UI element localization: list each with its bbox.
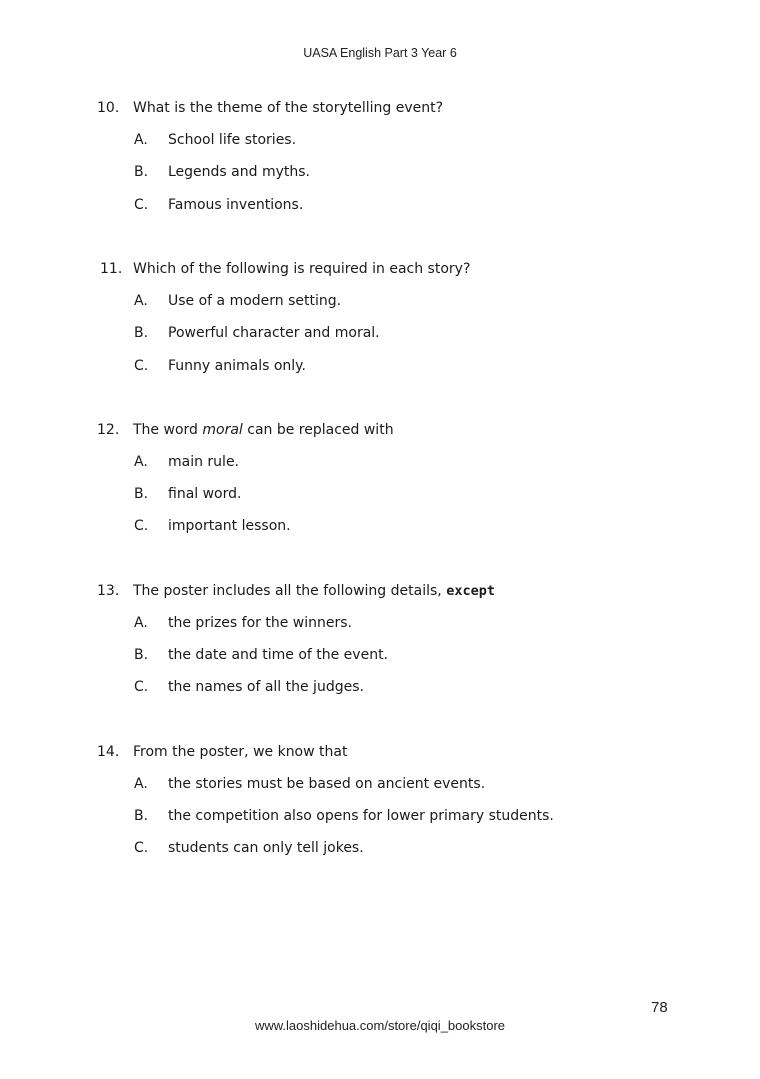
footer-url: www.laoshidehua.com/store/qiqi_bookstore: [254, 1018, 506, 1033]
option-letter: B.: [134, 486, 149, 502]
option-10-c: [0, 195, 760, 215]
option-text: Famous inventions.: [168, 197, 304, 213]
option-letter: B.: [134, 647, 149, 663]
option-12-a: [0, 452, 760, 472]
question-number: 12.: [97, 422, 120, 438]
question-number: 11.: [100, 261, 123, 277]
option-text: the date and time of the event.: [168, 647, 389, 663]
italic-term: moral: [202, 422, 243, 438]
page-header: UASA English Part 3 Year 6: [303, 46, 457, 60]
option-letter: C.: [134, 358, 149, 374]
option-letter: C.: [134, 679, 149, 695]
question-text: The poster includes all the following details, except: [133, 583, 495, 599]
option-14-c: [0, 838, 760, 858]
question-number: 13.: [97, 583, 120, 599]
option-text: final word.: [168, 486, 242, 502]
option-text: Powerful character and moral.: [168, 325, 380, 341]
option-letter: B.: [134, 325, 149, 341]
option-13-c: [0, 677, 760, 697]
option-10-a: [0, 130, 760, 150]
option-text: Funny animals only.: [168, 358, 306, 374]
option-letter: A.: [134, 615, 148, 631]
option-text: Legends and myths.: [168, 164, 310, 180]
question-number: 10.: [97, 100, 120, 116]
option-12-b: [0, 484, 760, 504]
question-number: 14.: [97, 744, 120, 760]
option-letter: A.: [134, 776, 148, 792]
option-letter: C.: [134, 840, 149, 856]
option-letter: A.: [134, 454, 148, 470]
option-letter: C.: [134, 518, 149, 534]
option-11-c: [0, 356, 760, 376]
option-text: the competition also opens for lower primary students.: [168, 808, 554, 824]
option-letter: B.: [134, 164, 149, 180]
question-text: What is the theme of the storytelling event?: [133, 100, 444, 116]
option-12-c: [0, 516, 760, 536]
option-letter: A.: [134, 293, 148, 309]
option-letter: B.: [134, 808, 149, 824]
question-text: Which of the following is required in each story?: [133, 261, 471, 277]
option-14-b: [0, 806, 760, 826]
page-number: 78: [651, 999, 668, 1016]
option-text: important lesson.: [168, 518, 291, 534]
option-text: the prizes for the winners.: [168, 615, 352, 631]
option-text: the stories must be based on ancient events.: [168, 776, 486, 792]
option-text: School life stories.: [168, 132, 297, 148]
question-text: The word moral can be replaced with: [133, 422, 394, 438]
option-text: Use of a modern setting.: [168, 293, 342, 309]
option-text: students can only tell jokes.: [168, 840, 364, 856]
option-text: the names of all the judges.: [168, 679, 364, 695]
option-14-a: [0, 774, 760, 794]
option-11-a: [0, 291, 760, 311]
option-letter: A.: [134, 132, 148, 148]
option-10-b: [0, 162, 760, 182]
option-letter: C.: [134, 197, 149, 213]
option-13-b: [0, 645, 760, 665]
question-text: From the poster, we know that: [133, 744, 348, 760]
option-text: main rule.: [168, 454, 240, 470]
bold-keyword: except: [446, 583, 495, 599]
option-11-b: [0, 323, 760, 343]
option-13-a: [0, 613, 760, 633]
